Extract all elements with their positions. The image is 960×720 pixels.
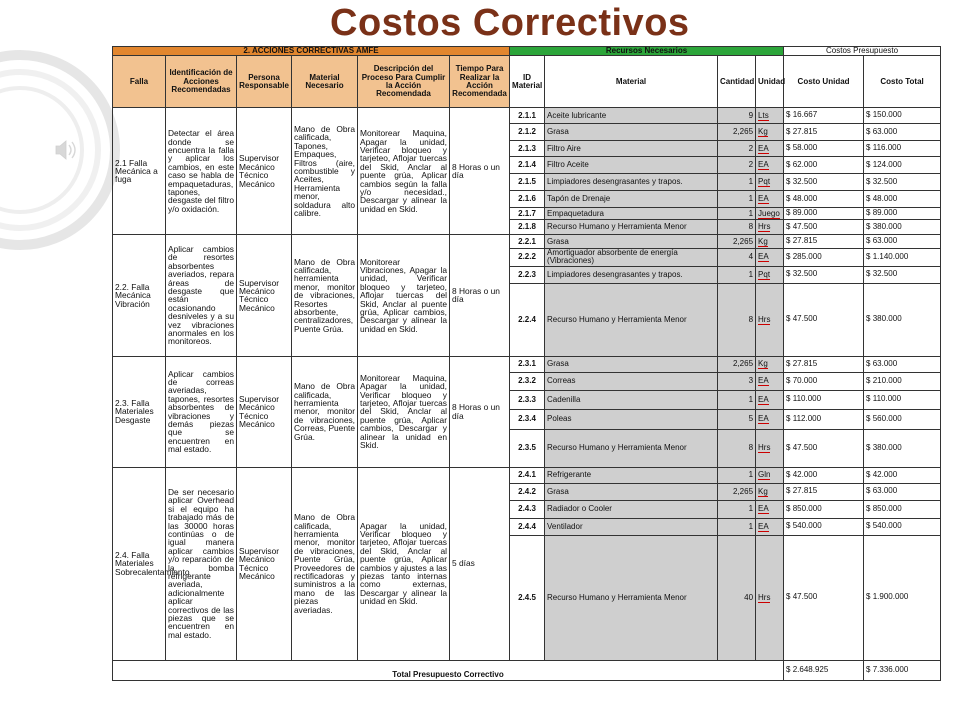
falla-cell: 2.2. Falla Mecánica Vibración bbox=[113, 235, 166, 356]
descripcion-cell: Apagar la unidad, Verificar bloqueo y tarjeteo, Aflojar tuercas del Skid, Anclar al puente grúa, Aplicar cambios y ajustes a las piezas tanto internas como externas, Descargar y alinear la unidad en Skid. bbox=[358, 467, 450, 660]
id-material-cell: 2.4.5 bbox=[510, 535, 545, 660]
column-header: Material bbox=[545, 56, 718, 108]
cantidad-cell: 1 bbox=[718, 467, 756, 483]
total-row bbox=[113, 660, 941, 680]
tiempo-cell: 5 días bbox=[450, 467, 510, 660]
cantidad-cell: 40 bbox=[718, 535, 756, 660]
id-material-cell: 2.3.2 bbox=[510, 372, 545, 390]
falla-cell: 2.4. Falla Materiales Sobrecalentamiento bbox=[113, 467, 166, 660]
unidad-value: Gln bbox=[758, 470, 771, 479]
unidad-cell bbox=[756, 141, 784, 157]
cantidad-cell: 1 bbox=[718, 518, 756, 535]
id-material-cell: 2.1.8 bbox=[510, 220, 545, 235]
id-material-cell: 2.2.1 bbox=[510, 235, 545, 249]
material-cell: Grasa bbox=[545, 124, 718, 141]
cantidad-cell: 2,265 bbox=[718, 483, 756, 500]
costo-unidad-cell: $ 62.000 bbox=[784, 157, 864, 174]
material-cell: Aceite lubricante bbox=[545, 108, 718, 124]
costo-total-cell: $ 89.000 bbox=[864, 208, 941, 220]
costo-unidad-cell: $ 70.000 bbox=[784, 372, 864, 390]
material-cell: Empaquetadura bbox=[545, 208, 718, 220]
budget-table-wrapper bbox=[112, 46, 940, 681]
unidad-value: EA bbox=[758, 376, 769, 385]
unidad-cell bbox=[756, 249, 784, 266]
costo-total-cell: $ 32.500 bbox=[864, 174, 941, 191]
unidad-value: Hrs bbox=[758, 443, 771, 452]
unidad-cell bbox=[756, 356, 784, 372]
material-cell: Grasa bbox=[545, 356, 718, 372]
unidad-cell bbox=[756, 429, 784, 467]
id-material-cell: 2.1.5 bbox=[510, 174, 545, 191]
unidad-cell bbox=[756, 208, 784, 220]
id-material-cell: 2.1.1 bbox=[510, 108, 545, 124]
unidad-value: EA bbox=[758, 160, 769, 170]
unidad-cell bbox=[756, 191, 784, 208]
speaker-icon[interactable] bbox=[56, 141, 75, 159]
costo-total-cell: $ 42.000 bbox=[864, 467, 941, 483]
costo-unidad-cell: $ 42.000 bbox=[784, 467, 864, 483]
id-material-cell: 2.4.4 bbox=[510, 518, 545, 535]
descripcion-cell: Monitorear Maquina, Apagar la unidad, Verificar bloqueo y tarjeteo, Aflojar tuercas del Skid, Anclar al puente grúa, Aplicar cambios según la falla y/o necesidad., Descargar y alinear la unidad en Skid. bbox=[358, 108, 450, 235]
material-necesario-cell: Mano de Obra calificada, Tapones, Empaques, Filtros (aire, combustible y Aceites, Herramienta menor, soldadura alto calibre. bbox=[292, 108, 358, 235]
identificacion-cell: Detectar el área donde se encuentra la falla y aplicar los cambios, en este caso se habla de empaquetaduras, tapones, desgaste del filtro y/o oxidación. bbox=[166, 108, 237, 235]
unidad-value: Hrs bbox=[758, 592, 771, 602]
unidad-cell bbox=[756, 266, 784, 283]
id-material-cell: 2.3.1 bbox=[510, 356, 545, 372]
id-material-cell: 2.2.3 bbox=[510, 266, 545, 283]
material-cell: Ventilador bbox=[545, 518, 718, 535]
id-material-cell: 2.1.6 bbox=[510, 191, 545, 208]
material-cell: Limpiadores desengrasantes y trapos. bbox=[545, 174, 718, 191]
costo-unidad-cell: $ 47.500 bbox=[784, 535, 864, 660]
cantidad-cell: 8 bbox=[718, 220, 756, 235]
unidad-cell bbox=[756, 235, 784, 249]
unidad-value: EA bbox=[758, 143, 769, 153]
cantidad-cell: 4 bbox=[718, 249, 756, 266]
material-necesario-cell: Mano de Obra calificada, herramienta menor, monitor de vibraciones, Correas, Puente Grúa. bbox=[292, 356, 358, 467]
identificacion-cell: Aplicar cambios de resortes absorbentes averiados, repara áreas de desgaste que están ocasionando desniveles y a su vez vibraciones anormales en los monitoreos. bbox=[166, 235, 237, 356]
costo-unidad-cell: $ 48.000 bbox=[784, 191, 864, 208]
costo-unidad-cell: $ 850.000 bbox=[784, 500, 864, 518]
column-header: Material Necesario bbox=[292, 56, 358, 108]
column-header: Costo Unidad bbox=[784, 56, 864, 108]
material-necesario-cell: Mano de Obra calificada, herramienta menor, monitor de vibraciones, Puente Grúa, Proveedores de rectificadoras y suministros a la mano de las piezas averiadas. bbox=[292, 467, 358, 660]
cantidad-cell: 8 bbox=[718, 283, 756, 356]
material-cell: Filtro Aire bbox=[545, 141, 718, 157]
costo-total-cell: $ 110.000 bbox=[864, 390, 941, 409]
cantidad-cell: 9 bbox=[718, 108, 756, 124]
tiempo-cell: 8 Horas o un día bbox=[450, 235, 510, 356]
unidad-cell bbox=[756, 108, 784, 124]
material-cell: Radiador o Cooler bbox=[545, 500, 718, 518]
unidad-value: EA bbox=[758, 252, 769, 262]
costo-total-cell: $ 380.000 bbox=[864, 220, 941, 235]
costo-unidad-cell: $ 285.000 bbox=[784, 249, 864, 266]
costo-unidad-cell: $ 16.667 bbox=[784, 108, 864, 124]
persona-cell: Supervisor Mecánico Técnico Mecánico bbox=[237, 235, 292, 356]
material-cell: Limpiadores desengrasantes y trapos. bbox=[545, 266, 718, 283]
costo-unidad-cell: $ 47.500 bbox=[784, 283, 864, 356]
table-row bbox=[113, 235, 941, 249]
column-header: Falla bbox=[113, 56, 166, 108]
costo-total-cell: $ 560.000 bbox=[864, 409, 941, 429]
id-material-cell: 2.1.3 bbox=[510, 141, 545, 157]
cantidad-cell: 1 bbox=[718, 191, 756, 208]
costo-total-cell: $ 32.500 bbox=[864, 266, 941, 283]
recursos-header: Recursos Necesarios bbox=[510, 47, 784, 56]
unidad-value: Hrs bbox=[758, 222, 771, 232]
total-costo-unidad: $ 2.648.925 bbox=[784, 660, 864, 680]
costo-total-cell: $ 63.000 bbox=[864, 356, 941, 372]
material-necesario-cell: Mano de Obra calificada, herramienta menor, monitor de vibraciones, Resortes absorbente, centralizadores, Puente Grúa. bbox=[292, 235, 358, 356]
id-material-cell: 2.4.1 bbox=[510, 467, 545, 483]
decorative-circles bbox=[0, 0, 115, 720]
costo-total-cell: $ 63.000 bbox=[864, 235, 941, 249]
unidad-value: Kg bbox=[758, 486, 768, 496]
descripcion-cell: Monitorear Maquina, Apagar la unidad, Verificar bloqueo y tarjeteo, Aflojar tuercas del Skid, Anclar al puente grúa, Aplicar cambios, Descargar y alinear la unidad en Skid. bbox=[358, 356, 450, 467]
costo-unidad-cell: $ 27.815 bbox=[784, 483, 864, 500]
costo-total-cell: $ 63.000 bbox=[864, 483, 941, 500]
unidad-value: Juego bbox=[758, 208, 780, 218]
costo-total-cell: $ 48.000 bbox=[864, 191, 941, 208]
cantidad-cell: 1 bbox=[718, 174, 756, 191]
costo-unidad-cell: $ 112.000 bbox=[784, 409, 864, 429]
unidad-value: Lts bbox=[758, 110, 769, 120]
costo-total-cell: $ 124.000 bbox=[864, 157, 941, 174]
cantidad-cell: 2,265 bbox=[718, 124, 756, 141]
id-material-cell: 2.3.4 bbox=[510, 409, 545, 429]
costo-unidad-cell: $ 540.000 bbox=[784, 518, 864, 535]
costo-unidad-cell: $ 27.815 bbox=[784, 356, 864, 372]
total-costo-total: $ 7.336.000 bbox=[864, 660, 941, 680]
cantidad-cell: 5 bbox=[718, 409, 756, 429]
persona-cell: Supervisor Mecánico Técnico Mecánico bbox=[237, 356, 292, 467]
id-material-cell: 2.4.2 bbox=[510, 483, 545, 500]
cantidad-cell: 2 bbox=[718, 157, 756, 174]
identificacion-cell: Aplicar cambios de correas averiadas, tapones, resortes absorbentes de vibraciones y demás piezas que se encuentren en mal estado. bbox=[166, 356, 237, 467]
column-header: Unidad bbox=[756, 56, 784, 108]
unidad-cell bbox=[756, 174, 784, 191]
cantidad-cell: 1 bbox=[718, 500, 756, 518]
unidad-value: Kg bbox=[758, 359, 768, 368]
material-cell: Grasa bbox=[545, 235, 718, 249]
id-material-cell: 2.1.2 bbox=[510, 124, 545, 141]
unidad-cell bbox=[756, 467, 784, 483]
unidad-cell bbox=[756, 283, 784, 356]
falla-cell: 2.1 Falla Mecánica a fuga bbox=[113, 108, 166, 235]
costo-total-cell: $ 1.140.000 bbox=[864, 249, 941, 266]
cantidad-cell: 2,265 bbox=[718, 356, 756, 372]
costo-total-cell: $ 380.000 bbox=[864, 283, 941, 356]
tiempo-cell: 8 Horas o un día bbox=[450, 356, 510, 467]
material-cell: Cadenilla bbox=[545, 390, 718, 409]
budget-table bbox=[112, 46, 941, 681]
column-header: Descripción del Proceso Para Cumplir la Acción Recomendada bbox=[358, 56, 450, 108]
costo-total-cell: $ 380.000 bbox=[864, 429, 941, 467]
total-label: Total Presupuesto Correctivo bbox=[113, 660, 784, 680]
unidad-cell bbox=[756, 409, 784, 429]
tiempo-cell: 8 Horas o un día bbox=[450, 108, 510, 235]
unidad-value: Pqt bbox=[758, 269, 771, 279]
costo-unidad-cell: $ 27.815 bbox=[784, 235, 864, 249]
id-material-cell: 2.2.2 bbox=[510, 249, 545, 266]
costo-total-cell: $ 63.000 bbox=[864, 124, 941, 141]
costo-total-cell: $ 150.000 bbox=[864, 108, 941, 124]
material-cell: Recurso Humano y Herramienta Menor bbox=[545, 429, 718, 467]
material-cell: Tapón de Drenaje bbox=[545, 191, 718, 208]
unidad-value: Kg bbox=[758, 236, 768, 246]
unidad-cell bbox=[756, 518, 784, 535]
column-header: Persona Responsable bbox=[237, 56, 292, 108]
unidad-value: EA bbox=[758, 194, 769, 204]
descripcion-cell: Monitorear Vibraciones, Apagar la unidad, Verificar bloqueo y tarjeteo, Aflojar tuercas del Skid, Anclar al puente grúa, Aplicar cambios, Descargar y alinear la unidad en Skid. bbox=[358, 235, 450, 356]
costo-total-cell: $ 540.000 bbox=[864, 518, 941, 535]
costo-total-cell: $ 210.000 bbox=[864, 372, 941, 390]
identificacion-cell: De ser necesario aplicar Overhead si el equipo ha trabajado más de las 30000 horas continúas o de igual manera aplicar cambios y/o reparación de la bomba refrigerante averiada, adicionalmente aplicar correctivos de las piezas que se encuentren en mal estado. bbox=[166, 467, 237, 660]
table-row bbox=[113, 108, 941, 124]
cantidad-cell: 1 bbox=[718, 390, 756, 409]
unidad-cell bbox=[756, 372, 784, 390]
unidad-cell bbox=[756, 157, 784, 174]
id-material-cell: 2.3.5 bbox=[510, 429, 545, 467]
costo-total-cell: $ 850.000 bbox=[864, 500, 941, 518]
costo-total-cell: $ 116.000 bbox=[864, 141, 941, 157]
column-header: Cantidad bbox=[718, 56, 756, 108]
unidad-value: EA bbox=[758, 414, 769, 423]
persona-cell: Supervisor Mecánico Técnico Mecánico bbox=[237, 467, 292, 660]
costo-unidad-cell: $ 47.500 bbox=[784, 429, 864, 467]
costo-unidad-cell: $ 89.000 bbox=[784, 208, 864, 220]
material-cell: Refrigerante bbox=[545, 467, 718, 483]
material-cell: Amortiguador absorbente de energía (Vibraciones) bbox=[545, 249, 718, 266]
cantidad-cell: 2,265 bbox=[718, 235, 756, 249]
unidad-cell bbox=[756, 124, 784, 141]
costo-unidad-cell: $ 32.500 bbox=[784, 174, 864, 191]
persona-cell: Supervisor Mecánico Técnico Mecánico bbox=[237, 108, 292, 235]
unidad-cell bbox=[756, 483, 784, 500]
unidad-value: Pqt bbox=[758, 177, 771, 187]
material-cell: Recurso Humano y Herramienta Menor bbox=[545, 220, 718, 235]
unidad-value: EA bbox=[758, 394, 769, 404]
id-material-cell: 2.1.4 bbox=[510, 157, 545, 174]
costo-unidad-cell: $ 47.500 bbox=[784, 220, 864, 235]
cantidad-cell: 3 bbox=[718, 372, 756, 390]
costo-unidad-cell: $ 27.815 bbox=[784, 124, 864, 141]
column-header: Tiempo Para Realizar la Acción Recomendada bbox=[450, 56, 510, 108]
cantidad-cell: 2 bbox=[718, 141, 756, 157]
material-cell: Recurso Humano y Herramienta Menor bbox=[545, 535, 718, 660]
id-material-cell: 2.3.3 bbox=[510, 390, 545, 409]
unidad-cell bbox=[756, 535, 784, 660]
id-material-cell: 2.4.3 bbox=[510, 500, 545, 518]
costo-unidad-cell: $ 110.000 bbox=[784, 390, 864, 409]
material-cell: Filtro Aceite bbox=[545, 157, 718, 174]
material-cell: Recurso Humano y Herramienta Menor bbox=[545, 283, 718, 356]
falla-cell: 2.3. Falla Materiales Desgaste bbox=[113, 356, 166, 467]
column-header: ID Material bbox=[510, 56, 545, 108]
costo-unidad-cell: $ 58.000 bbox=[784, 141, 864, 157]
unidad-value: Kg bbox=[758, 127, 768, 137]
unidad-cell bbox=[756, 220, 784, 235]
column-header: Identificación de Acciones Recomendadas bbox=[166, 56, 237, 108]
material-cell: Grasa bbox=[545, 483, 718, 500]
column-header: Costo Total bbox=[864, 56, 941, 108]
material-cell: Poleas bbox=[545, 409, 718, 429]
id-material-cell: 2.1.7 bbox=[510, 208, 545, 220]
amfe-header: 2. ACCIONES CORRECTIVAS AMFE bbox=[113, 47, 510, 56]
costos-header: Costos Presupuesto bbox=[784, 47, 941, 56]
id-material-cell: 2.2.4 bbox=[510, 283, 545, 356]
cantidad-cell: 8 bbox=[718, 429, 756, 467]
unidad-cell bbox=[756, 390, 784, 409]
unidad-value: EA bbox=[758, 521, 769, 531]
unidad-value: Hrs bbox=[758, 314, 771, 324]
cantidad-cell: 1 bbox=[718, 266, 756, 283]
unidad-value: EA bbox=[758, 504, 769, 513]
page-title: Costos Correctivos bbox=[330, 2, 690, 44]
material-cell: Correas bbox=[545, 372, 718, 390]
costo-unidad-cell: $ 32.500 bbox=[784, 266, 864, 283]
unidad-cell bbox=[756, 500, 784, 518]
table-row bbox=[113, 467, 941, 483]
costo-total-cell: $ 1.900.000 bbox=[864, 535, 941, 660]
table-row bbox=[113, 356, 941, 372]
cantidad-cell: 1 bbox=[718, 208, 756, 220]
